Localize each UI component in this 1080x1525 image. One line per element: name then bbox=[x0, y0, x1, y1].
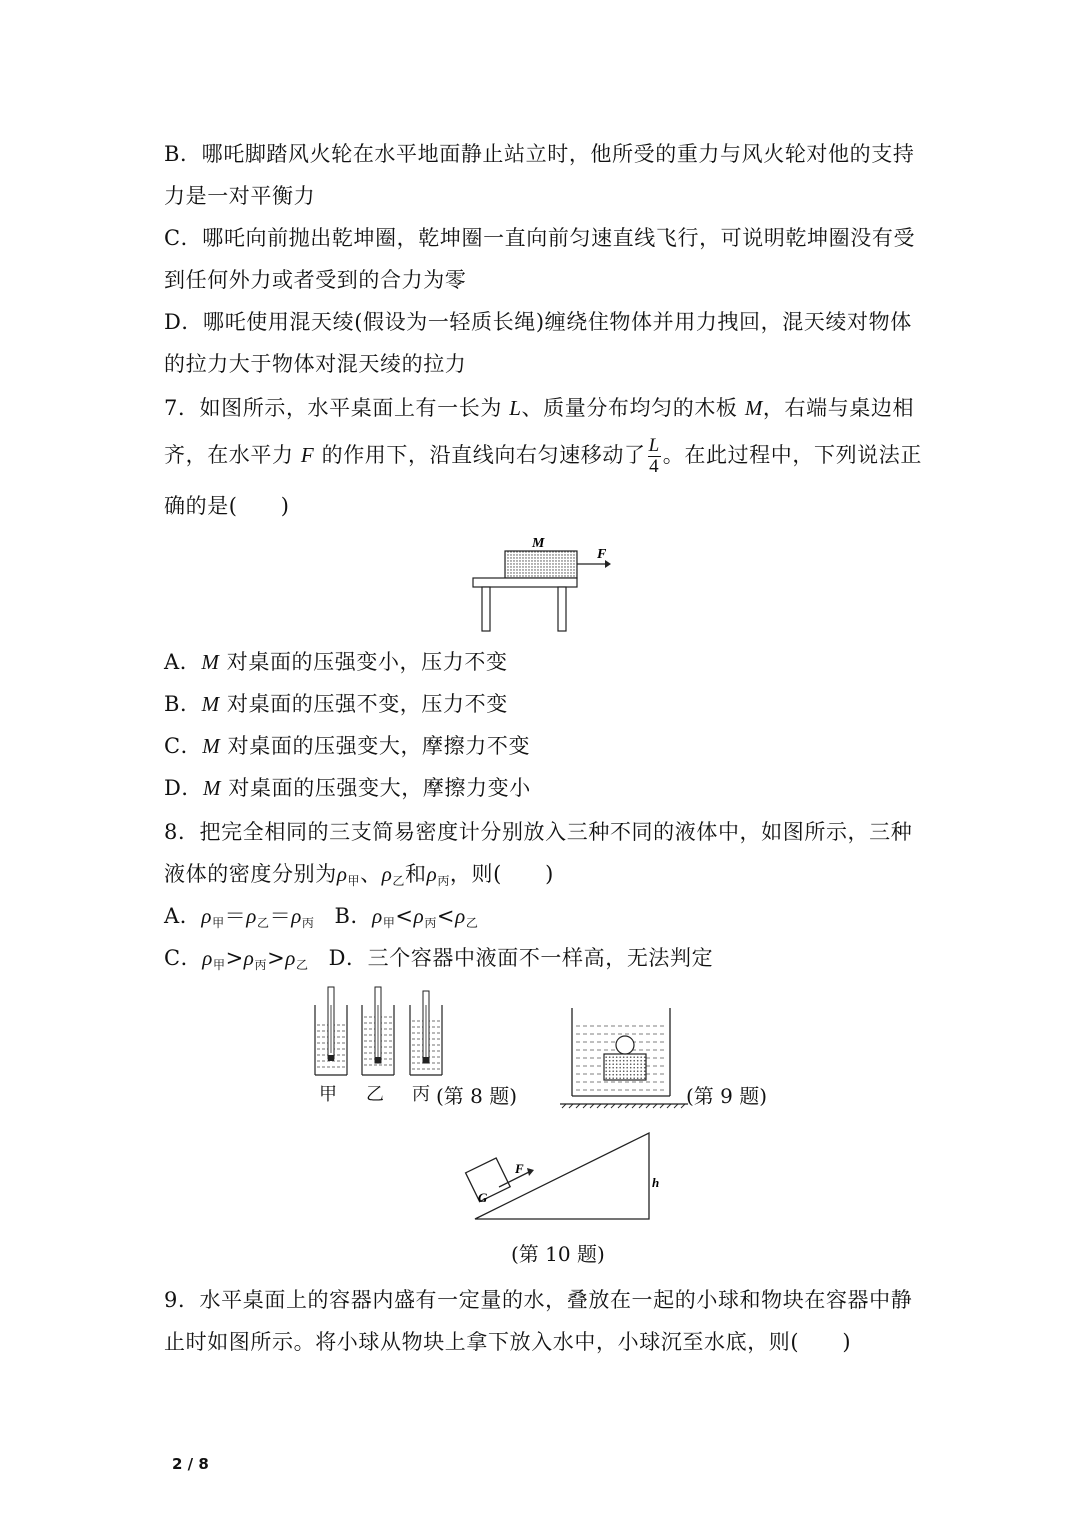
q7-text: ，右端与桌边相 bbox=[762, 396, 915, 420]
q8-text: 和 bbox=[405, 862, 427, 886]
q8-options-cd bbox=[164, 944, 713, 975]
q7-fraction bbox=[648, 436, 661, 477]
ball bbox=[616, 1036, 634, 1054]
q8-stem-line1: 8．把完全相同的三支简易密度计分别放入三种不同的液体中，如图所示，三种 bbox=[164, 820, 913, 844]
rho-symbol: ρ bbox=[455, 904, 466, 928]
q7-text: 齐，在水平力 bbox=[164, 443, 301, 467]
q7-figure bbox=[465, 530, 625, 636]
rho-symbol: ρ bbox=[381, 862, 393, 886]
block-G bbox=[466, 1158, 511, 1202]
rho-symbol: ρ bbox=[243, 946, 255, 970]
q7-figure-label-F: F bbox=[597, 547, 607, 562]
q7-text: 的作用下，沿直线向右匀速移动了 bbox=[314, 443, 646, 467]
subscript: 乙 bbox=[465, 916, 479, 930]
q8-text: 、 bbox=[360, 862, 382, 886]
operator: ＝ bbox=[269, 904, 292, 928]
rho-symbol: ρ bbox=[336, 862, 348, 886]
q7-option-a bbox=[164, 648, 508, 676]
q6-option-c-line1: C．哪吒向前抛出乾坤圈，乾坤圈一直向前匀速直线飞行，可说明乾坤圈没有受 bbox=[164, 226, 916, 250]
q7-stem-line2 bbox=[164, 436, 922, 477]
rho-symbol: ρ bbox=[291, 904, 302, 928]
q10-figure-caption: (第 10 题) bbox=[511, 1242, 605, 1266]
subscript: 丙 bbox=[254, 958, 268, 972]
q8-options-ab bbox=[164, 902, 478, 933]
q7-var-F: F bbox=[300, 443, 315, 467]
rho-symbol: ρ bbox=[413, 904, 425, 928]
option-letter: D． bbox=[164, 776, 204, 800]
q8-label-yi: 乙 bbox=[366, 1084, 384, 1105]
rho-symbol: ρ bbox=[201, 904, 213, 928]
subscript: 乙 bbox=[295, 958, 309, 972]
beaker-yi bbox=[362, 987, 394, 1075]
block bbox=[604, 1054, 646, 1080]
table-leg-left bbox=[482, 587, 490, 631]
q6-option-c-line2: 到任何外力或者受到的合力为零 bbox=[164, 268, 467, 292]
operator: < bbox=[436, 904, 456, 928]
q7-stem-line3: 确的是( ) bbox=[164, 494, 290, 518]
option-text: 对桌面的压强不变，压力不变 bbox=[219, 692, 508, 716]
rho-symbol: ρ bbox=[372, 904, 383, 928]
q9-figure-caption: (第 9 题) bbox=[686, 1084, 768, 1108]
option-letter: A． bbox=[164, 904, 202, 928]
subscript: 丙 bbox=[424, 916, 437, 930]
operator: < bbox=[395, 904, 414, 928]
fraction-denominator: 4 bbox=[649, 456, 660, 477]
beaker-bing bbox=[410, 991, 442, 1075]
q7-figure-label-M: M bbox=[532, 536, 545, 551]
q10-figure-label-h: h bbox=[652, 1175, 660, 1190]
option-text: 对桌面的压强变大，摩擦力不变 bbox=[220, 734, 531, 758]
q9-figure bbox=[556, 1000, 688, 1110]
subscript: 丙 bbox=[301, 916, 315, 930]
q7-text: 。在此过程中，下列说法正 bbox=[662, 443, 922, 467]
rho-symbol: ρ bbox=[202, 946, 213, 970]
subscript: 甲 bbox=[382, 916, 396, 930]
q7-stem-line1 bbox=[164, 394, 914, 422]
q6-option-b-line1: B．哪吒脚踏风火轮在水平地面静止站立时，他所受的重力与风火轮对他的支持 bbox=[164, 142, 915, 166]
subscript: 甲 bbox=[212, 916, 225, 930]
option-var: M bbox=[201, 650, 220, 674]
subscript: 甲 bbox=[212, 958, 226, 972]
q8-label-bing: 丙 bbox=[412, 1084, 430, 1105]
q10-figure-label-G: G bbox=[478, 1190, 488, 1205]
operator: > bbox=[267, 946, 286, 970]
force-arrowhead bbox=[527, 1168, 534, 1176]
q6-option-b-line2: 力是一对平衡力 bbox=[164, 184, 316, 208]
subscript: 甲 bbox=[347, 874, 361, 888]
table-top bbox=[473, 578, 577, 587]
subscript: 乙 bbox=[392, 874, 406, 888]
option-letter: A． bbox=[164, 650, 202, 674]
fraction-numerator: L bbox=[648, 435, 660, 456]
option-var: M bbox=[202, 734, 221, 758]
rho-symbol: ρ bbox=[285, 946, 296, 970]
q7-text: 、质量分布均匀的木板 bbox=[521, 396, 745, 420]
page-number: 2 / 8 bbox=[172, 1455, 209, 1473]
q7-option-b bbox=[164, 690, 508, 718]
rho-symbol: ρ bbox=[426, 862, 438, 886]
q8-stem-line2 bbox=[164, 860, 554, 891]
q7-text: 7．如图所示，水平桌面上有一长为 bbox=[164, 396, 510, 420]
q10-figure bbox=[455, 1125, 670, 1225]
option-letter: B． bbox=[334, 904, 373, 928]
q7-option-d bbox=[164, 774, 531, 802]
rho-symbol: ρ bbox=[246, 904, 257, 928]
option-var: M bbox=[201, 692, 220, 716]
board-M bbox=[505, 551, 577, 578]
q8-label-jia: 甲 bbox=[319, 1084, 337, 1105]
q6-option-d-line1: D．哪吒使用混天绫(假设为一轻质长绳)缠绕住物体并用力拽回，混天绫对物体 bbox=[164, 310, 912, 334]
q7-option-c bbox=[164, 732, 530, 760]
q9-stem-line1: 9．水平桌面上的容器内盛有一定量的水，叠放在一起的小球和物块在容器中静 bbox=[164, 1288, 913, 1312]
q8-text: ，则( ) bbox=[449, 862, 554, 886]
q8-text: 液体的密度分别为 bbox=[164, 862, 337, 886]
option-var: M bbox=[203, 776, 222, 800]
q6-option-d-line2: 的拉力大于物体对混天绫的拉力 bbox=[164, 352, 467, 376]
q10-figure-label-F: F bbox=[515, 1161, 524, 1176]
option-letter: C． bbox=[164, 734, 203, 758]
q8-figure bbox=[310, 985, 450, 1085]
table-leg-right bbox=[558, 587, 566, 631]
option-letter: B． bbox=[164, 692, 202, 716]
option-letter: C． bbox=[164, 946, 203, 970]
q9-stem-line2: 止时如图所示。将小球从物块上拿下放入水中，小球沉至水底，则( ) bbox=[164, 1330, 852, 1354]
subscript: 乙 bbox=[256, 916, 270, 930]
operator: > bbox=[225, 946, 244, 970]
q7-var-L: L bbox=[509, 396, 522, 420]
option-text: 对桌面的压强变大，摩擦力变小 bbox=[221, 776, 531, 800]
q7-var-M: M bbox=[744, 396, 763, 420]
q8-figure-caption: (第 8 题) bbox=[436, 1084, 518, 1108]
option-text: 对桌面的压强变小，压力不变 bbox=[219, 650, 508, 674]
operator: ＝ bbox=[224, 904, 247, 928]
option-d-text: D．三个容器中液面不一样高，无法判定 bbox=[328, 946, 714, 970]
subscript: 丙 bbox=[437, 874, 450, 888]
beaker-jia bbox=[315, 987, 347, 1075]
